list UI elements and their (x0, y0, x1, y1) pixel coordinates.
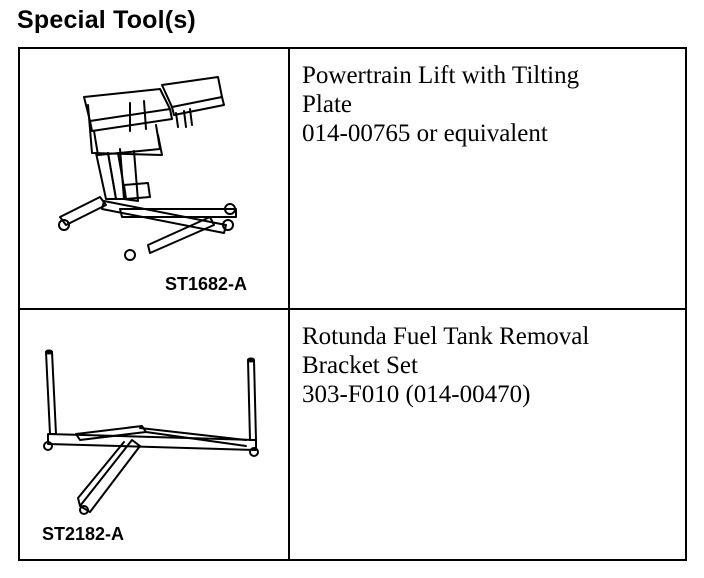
tool-description-line: Rotunda Fuel Tank Removal (302, 323, 590, 350)
fuel-tank-bracket-illustration (20, 310, 288, 559)
tool-row (20, 49, 685, 310)
special-tools-table (18, 47, 687, 561)
tool-description (302, 61, 682, 148)
tool-description-line: Bracket Set (302, 352, 418, 379)
tool-illustration-cell (20, 310, 290, 559)
tool-illustration-cell (20, 49, 290, 308)
tool-description-line: Plate (302, 91, 352, 118)
tool-description-line: 014-00765 or equivalent (302, 120, 548, 147)
illustration-code: ST2182-A (42, 524, 125, 544)
tool-description-line: Powertrain Lift with Tilting (302, 62, 580, 89)
tool-description (302, 322, 682, 409)
illustration-code: ST1682-A (165, 274, 248, 294)
powertrain-lift-illustration (20, 49, 288, 308)
tool-description-line: 303-F010 (014-00470) (302, 381, 531, 408)
section-heading: Special Tool(s) (17, 6, 196, 34)
tool-row (20, 310, 685, 559)
